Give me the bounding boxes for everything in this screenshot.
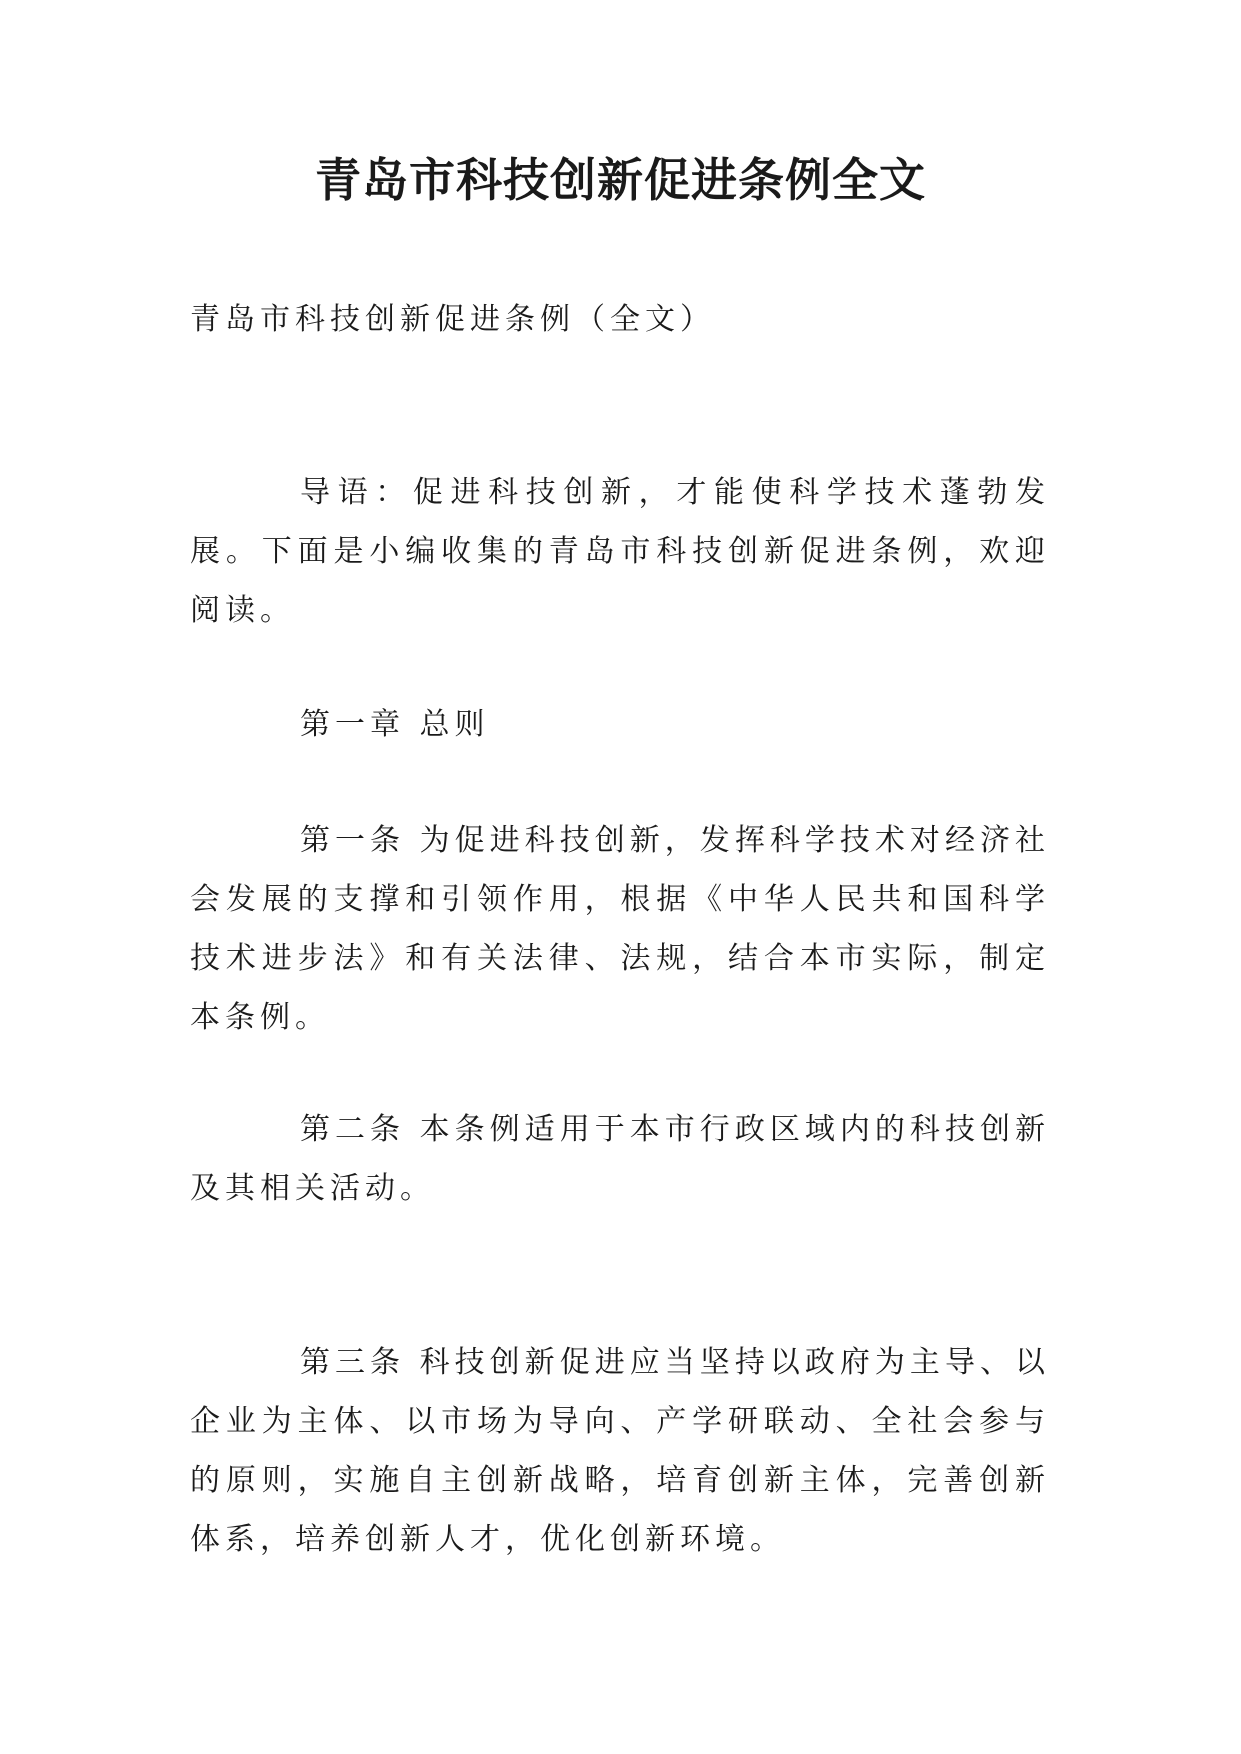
- document-subtitle: 青岛市科技创新促进条例（全文）: [190, 302, 715, 337]
- intro-paragraph: 导语：促进科技创新，才能使科学技术蓬勃发展。下面是小编收集的青岛市科技创新促进条例，欢迎阅读。: [190, 475, 1050, 628]
- article-2: 第二条 本条例适用于本市行政区域内的科技创新及其相关活动。: [190, 1112, 1050, 1206]
- document-title: 青岛市科技创新促进条例全文: [315, 153, 926, 207]
- chapter-heading: 第一章 总则: [300, 707, 490, 742]
- article-3: 第三条 科技创新促进应当坚持以政府为主导、以企业为主体、以市场为导向、产学研联动、全社会参与的原则，实施自主创新战略，培育创新主体，完善创新体系，培养创新人才，优化创新环境。: [190, 1345, 1050, 1557]
- article-1: 第一条 为促进科技创新，发挥科学技术对经济社会发展的支撑和引领作用，根据《中华人民共和国科学技术进步法》和有关法律、法规，结合本市实际，制定本条例。: [190, 823, 1050, 1035]
